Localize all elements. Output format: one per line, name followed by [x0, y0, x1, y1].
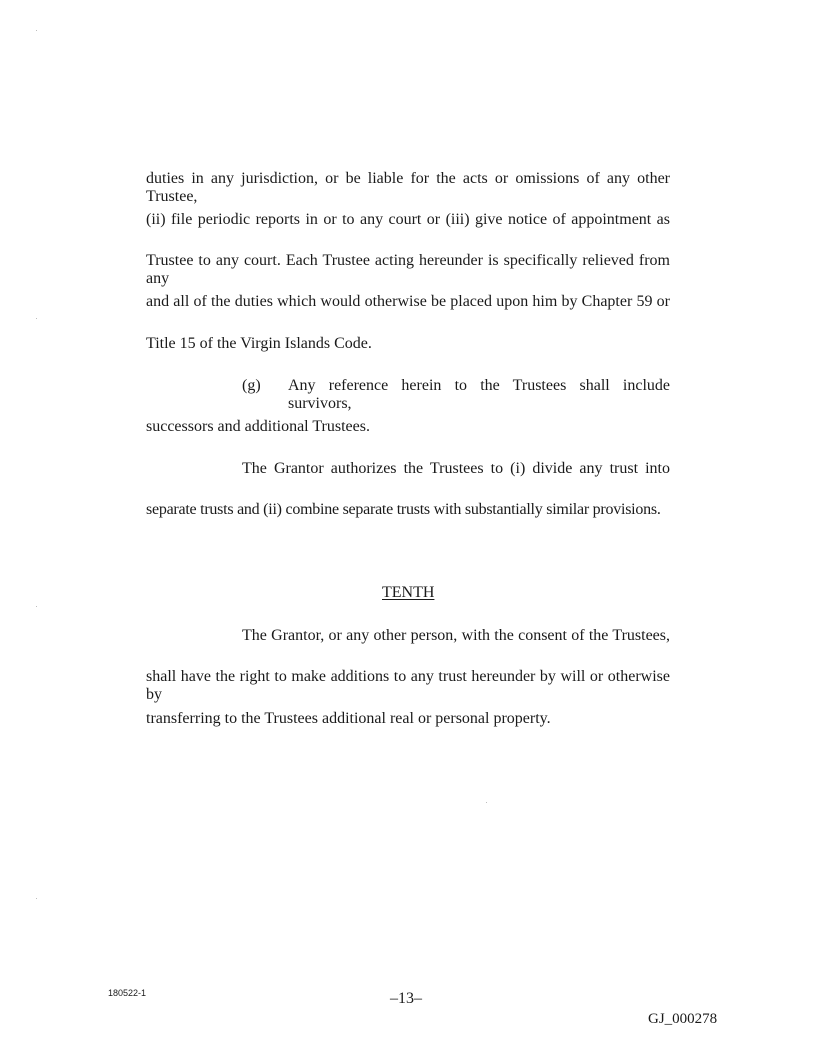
body-line: and all of the duties which would otherwise be placed upon him by Chapter 59 or: [146, 293, 670, 310]
scan-mark: [36, 30, 37, 31]
paragraph-g-first-line: Any reference herein to the Trustees shall include survivors,: [288, 377, 670, 412]
paragraph-g-last-line: successors and additional Trustees.: [146, 418, 370, 435]
authorize-last-line: separate trusts and (ii) combine separate trusts with substantially similar provisions.: [146, 501, 661, 518]
body-line: Trustee to any court. Each Trustee acting hereunder is specifically relieved from any: [146, 252, 670, 287]
body-line: duties in any jurisdiction, or be liable for the acts or omissions of any other Trustee,: [146, 170, 670, 205]
paragraph-label-g: (g): [242, 377, 261, 394]
bates-number: GJ_000278: [648, 1011, 718, 1027]
scan-mark: [36, 898, 37, 899]
authorize-first-line: The Grantor authorizes the Trustees to (i) divide any trust into: [242, 460, 670, 477]
document-id: 180522-1: [108, 988, 147, 998]
scan-mark: [36, 318, 37, 319]
page-number: –13–: [390, 990, 422, 1007]
body-line: Title 15 of the Virgin Islands Code.: [146, 335, 372, 352]
scan-mark: [486, 802, 487, 803]
section-line: The Grantor, or any other person, with the consent of the Trustees,: [242, 627, 670, 644]
body-line: (ii) file periodic reports in or to any court or (iii) give notice of appointment as: [146, 211, 670, 228]
section-heading: TENTH: [382, 584, 435, 601]
section-line: shall have the right to make additions to any trust hereunder by will or otherwise by: [146, 668, 670, 703]
scan-mark: [36, 606, 37, 607]
section-line: transferring to the Trustees additional real or personal property.: [146, 710, 551, 727]
